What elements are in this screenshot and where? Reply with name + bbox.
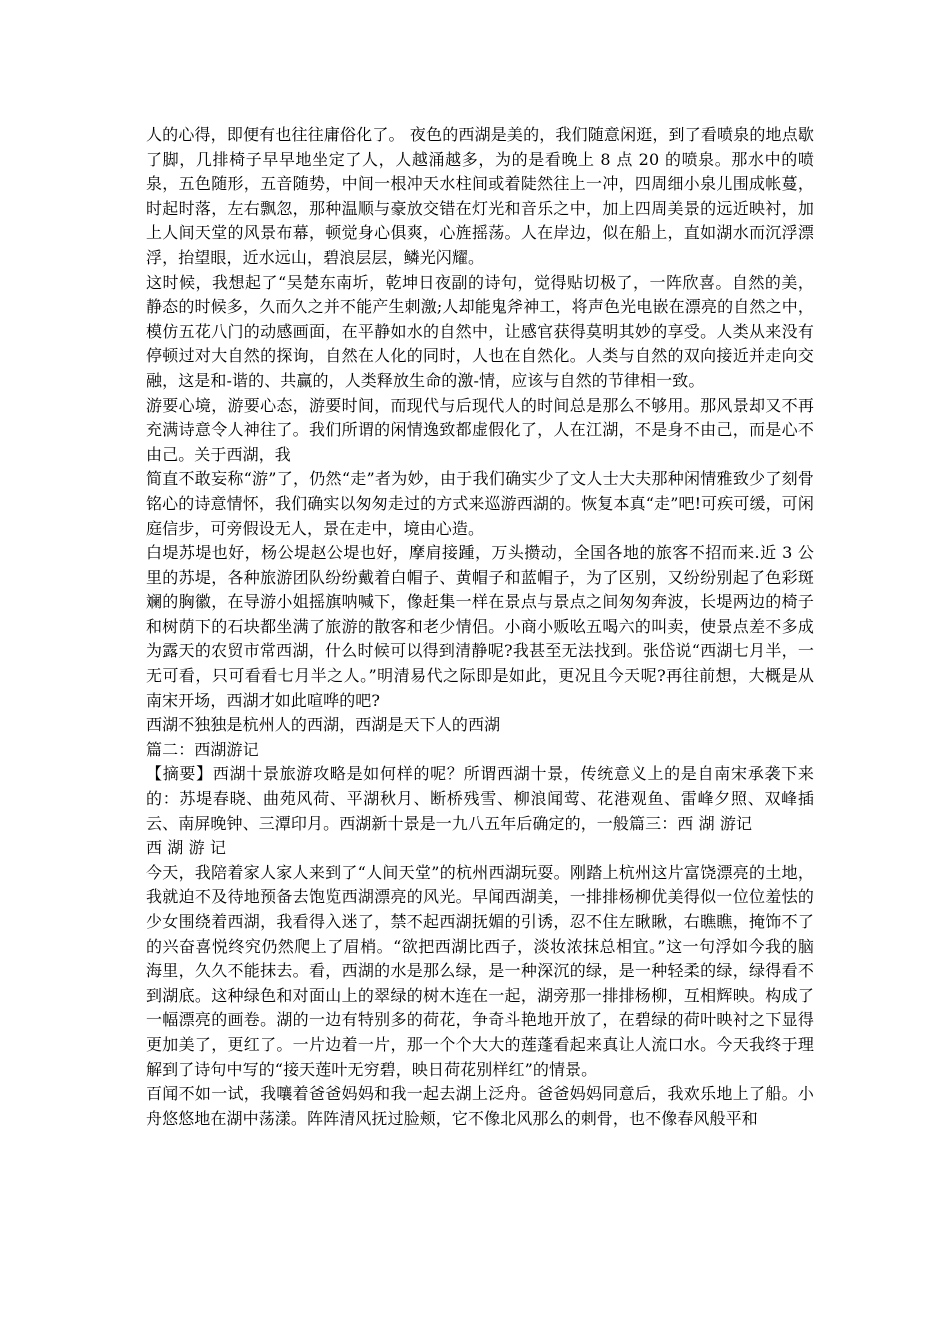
section-title-travelogue: 西 湖 游 记 bbox=[146, 838, 226, 858]
paragraph-walk: 简直不敢妄称“游”了，仍然“走”者为妙，由于我们确实少了文人士大夫那种闲情雅致少了刻骨铭心的诗意情怀，我们确实以匆匆走过的方式来巡游西湖的。恢复本真“走”吧!可疾可缓，可闲庭信步，可旁假设无人，景在走中，境由心造。 bbox=[146, 469, 814, 538]
paragraph-mindset: 游要心境，游要心态，游要时间，而现代与后现代人的时间总是那么不够用。那风景却又不再充满诗意令人神往了。我们所谓的闲情逸致都虚假化了，人在江湖，不是身不由己，而是心不由己。关于西湖，我 bbox=[146, 395, 814, 464]
paragraph-abstract: 【摘要】西湖十景旅游攻略是如何样的呢？所谓西湖十景，传统意义上的是自南宋承袭下来的：苏堤春晓、曲苑风荷、平湖秋月、断桥残雪、柳浪闻莺、花港观鱼、雷峰夕照、双峰插云、南屏晚钟、三潭印月。西湖新十景是一九八五年后确定的，一般篇三：西 湖 游记 bbox=[146, 764, 814, 833]
paragraph-reflection: 这时候，我想起了“吴楚东南圻，乾坤日夜副的诗句，觉得贴切极了，一阵欣喜。自然的美，静态的时候多，久而久之并不能产生刺激;人却能鬼斧神工，将声色光电嵌在漂亮的自然之中，模仿五花八门的动感画面，在平静如水的自然中，让感官获得莫明其妙的享受。人类从来没有停顿过对大自然的探询，自然在人化的同时，人也在自然化。人类与自然的双向接近并走向交融，这是和-谐的、共赢的，人类释放生命的激-情，应该与自然的节律相一致。 bbox=[146, 272, 814, 390]
paragraph-today: 今天，我陪着家人家人来到了“人间天堂”的杭州西湖玩耍。刚踏上杭州这片富饶漂亮的土地，我就迫不及待地预备去饱览西湖漂亮的风光。早闻西湖美，一排排杨柳优美得似一位位羞怯的少女围绕着西湖，我看得入迷了，禁不起西湖抚媚的引诱，忍不住左瞅瞅，右瞧瞧，掩饰不了的兴奋喜悦终究仍然爬上了眉梢。“欲把西湖比西子，淡妆浓抹总相宜。”这一句浮如今我的脑海里，久久不能抹去。看，西湖的水是那么绿，是一种深沉的绿，是一种轻柔的绿，绿得看不到湖底。这种绿色和对面山上的翠绿的树木连在一起，湖旁那一排排杨柳，互相辉映。构成了一幅漂亮的画卷。湖的一边有特别多的荷花，争奇斗艳地开放了，在碧绿的荷叶映衬之下显得更加美了，更红了。一片边着一片，那一个个大大的莲蓬看起来真让人流口水。今天我终于理解到了诗句中写的“接天莲叶无穷碧，映日荷花别样红”的情景。 bbox=[146, 862, 814, 1079]
paragraph-fountain: 人的心得，即便有也往往庸俗化了。 夜色的西湖是美的，我们随意闲逛，到了看喷泉的地点歇了脚，几排椅子早早地坐定了人，人越涌越多，为的是看晚上 8 点 20 的喷泉。那水中的喷泉，五色随形，五音随势，中间一根冲天水柱间或着陡然往上一冲，四周细小泉儿围成帐蔓，时起时落，左右飘忽，那种温顺与豪放交错在灯光和音乐之中，加上四周美景的远近映衬，加上人间天堂的风景布幕，顿觉身心俱爽，心旌摇荡。人在岸边，似在船上，直如湖水而沉浮漂浮，抬望眼，近水远山，碧浪层层，鳞光闪耀。 bbox=[146, 125, 814, 267]
paragraph-boating: 百闻不如一试，我嚷着爸爸妈妈和我一起去湖上泛舟。爸爸妈妈同意后，我欢乐地上了船。小舟悠悠地在湖中荡漾。阵阵清风抚过脸颊，它不像北风那么的刺骨，也不像春风般平和 bbox=[146, 1084, 814, 1128]
paragraph-conclusion: 西湖不独独是杭州人的西湖，西湖是天下人的西湖 bbox=[146, 715, 501, 735]
document-page bbox=[146, 123, 814, 1131]
section-heading-2: 篇二：西湖游记 bbox=[146, 739, 259, 759]
paragraph-causeways: 白堤苏堤也好，杨公堤赵公堤也好，摩肩接踵，万头攒动，全国各地的旅客不招而来.近 3 公里的苏堤，各种旅游团队纷纷戴着白帽子、黄帽子和蓝帽子，为了区别，又纷纷别起了色彩斑斓的胸徽，在导游小姐摇旗呐喊下，像赶集一样在景点与景点之间匆匆奔波，长堤两边的椅子和树荫下的石块都坐满了旅游的散客和老少情侣。小商小贩吆五喝六的叫卖，使景点差不多成为露天的农贸市常西湖，什么时候可以得到清静呢?我甚至无法找到。张岱说“西湖七月半，一无可看，只可看看七月半之人。”明清易代之际即是如此，更况且今天呢?再往前想，大概是从南宋开场，西湖才如此喧哗的吧? bbox=[146, 543, 814, 710]
